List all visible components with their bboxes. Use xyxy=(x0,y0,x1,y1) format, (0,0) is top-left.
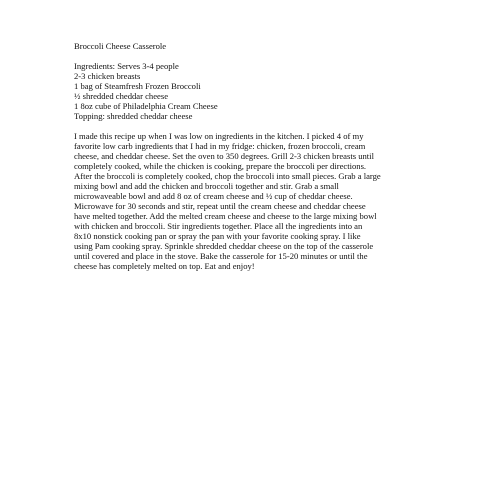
instructions-line: mixing bowl and add the chicken and broccoli together and stir. Grab a small xyxy=(74,181,339,191)
instructions-line: have melted together. Add the melted cream cheese and cheese to the large mixing bowl xyxy=(74,211,377,221)
instructions-line: using Pam cooking spray. Sprinkle shredded cheddar cheese on the top of the casserole xyxy=(74,241,374,251)
ingredients-heading: Ingredients: Serves 3-4 people xyxy=(74,61,179,71)
instructions-line: After the broccoli is completely cooked, chop the broccoli into small pieces. Grab a large xyxy=(74,171,381,181)
ingredient-item: 1 8oz cube of Philadelphia Cream Cheese xyxy=(74,101,218,111)
recipe-title: Broccoli Cheese Casserole xyxy=(74,41,167,51)
ingredients-list xyxy=(74,61,424,121)
instructions-line: Microwave for 30 seconds and stir, repeat until the cream cheese and cheddar cheese xyxy=(74,201,366,211)
instructions-line: favorite low carb ingredients that I had in my fridge: chicken, frozen broccoli, cream xyxy=(74,141,366,151)
instructions-line: microwaveable bowl and add 8 oz of cream cheese and ½ cup of cheddar cheese. xyxy=(74,191,353,201)
ingredient-item: 2-3 chicken breasts xyxy=(74,71,141,81)
instructions-line: 8x10 nonstick cooking pan or spray the pan with your favorite cooking spray. I like xyxy=(74,231,361,241)
ingredient-topping: Topping: shredded cheddar cheese xyxy=(74,111,193,121)
instructions-line: cheese has completely melted on top. Eat and enjoy! xyxy=(74,261,255,271)
instructions-line: completely cooked, while the chicken is cooking, prepare the broccoli per directions. xyxy=(74,161,367,171)
instructions-paragraph xyxy=(74,131,424,271)
ingredient-item: ½ shredded cheddar cheese xyxy=(74,91,169,101)
instructions-line: I made this recipe up when I was low on ingredients in the kitchen. I picked 4 of my xyxy=(74,131,364,141)
instructions-line: with chicken and broccoli. Stir ingredients together. Place all the ingredients into an xyxy=(74,221,363,231)
instructions-line: until covered and place in the stove. Bake the casserole for 15-20 minutes or until the xyxy=(74,251,368,261)
ingredient-item: 1 bag of Steamfresh Frozen Broccoli xyxy=(74,81,201,91)
instructions-line: cheese, and cheddar cheese. Set the oven to 350 degrees. Grill 2-3 chicken breasts until xyxy=(74,151,374,161)
document-page xyxy=(74,41,424,271)
